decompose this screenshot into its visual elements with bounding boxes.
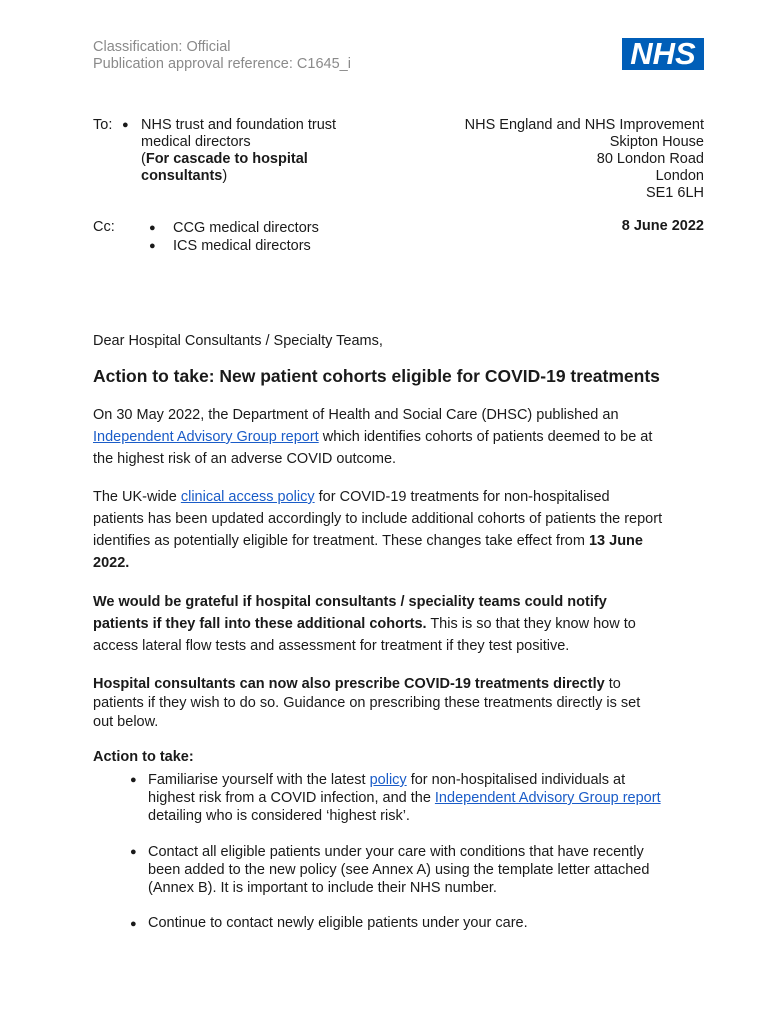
action-line: (Annex B). It is important to include their NHS number. bbox=[148, 880, 497, 896]
policy-link[interactable]: policy bbox=[369, 772, 407, 788]
paragraph-line bbox=[93, 426, 723, 448]
to-close-paren: ) bbox=[222, 168, 228, 184]
paragraph-line: 2022. bbox=[93, 555, 130, 571]
action-item-2 bbox=[148, 843, 728, 897]
paragraph-line bbox=[93, 613, 723, 635]
paragraph-line: patients if they wish to do so. Guidance on prescribing these treatments directly is set bbox=[93, 695, 641, 711]
paragraph-line bbox=[93, 530, 723, 552]
paragraph-line: On 30 May 2022, the Department of Health and Social Care (DHSC) published an bbox=[93, 407, 619, 423]
classification-label: Classification: Official bbox=[93, 39, 231, 55]
action-bullet: ● bbox=[130, 846, 137, 858]
address-line: SE1 6LH bbox=[645, 185, 704, 201]
to-line-2: medical directors bbox=[141, 134, 251, 150]
address-line: NHS England and NHS Improvement bbox=[464, 117, 704, 133]
paragraph-text: This is so that they know how to bbox=[426, 616, 636, 632]
paragraph-text: patients if they fall into these additional cohorts. bbox=[93, 616, 427, 632]
cc-item: CCG medical directors bbox=[173, 220, 319, 236]
cc-item: ICS medical directors bbox=[173, 238, 311, 254]
paragraph-line: the highest risk of an adverse COVID outcome. bbox=[93, 451, 397, 467]
to-recipients bbox=[141, 117, 401, 185]
paragraph-text: to bbox=[604, 676, 621, 692]
paragraph-text: which identifies cohorts of patients deemed to be at bbox=[318, 429, 653, 445]
publication-reference: Publication approval reference: C1645_i bbox=[93, 56, 351, 72]
iag-report-link[interactable]: Independent Advisory Group report bbox=[93, 429, 319, 445]
nhs-logo bbox=[622, 38, 704, 70]
iag-report-link-2[interactable]: Independent Advisory Group report bbox=[434, 790, 661, 806]
to-consultants: consultants bbox=[141, 168, 223, 184]
to-line-1: NHS trust and foundation trust bbox=[141, 117, 337, 133]
cc-label: Cc: bbox=[93, 219, 115, 235]
action-text: for non-hospitalised individuals at bbox=[406, 772, 626, 788]
action-item-1 bbox=[148, 771, 728, 825]
paragraph-4 bbox=[93, 675, 723, 732]
salutation: Dear Hospital Consultants / Specialty Teams, bbox=[93, 333, 383, 349]
address-line: Skipton House bbox=[609, 134, 704, 150]
action-bullet: ● bbox=[130, 774, 137, 786]
sender-address bbox=[465, 117, 704, 202]
paragraph-line bbox=[93, 675, 723, 694]
to-label: To: bbox=[93, 117, 113, 133]
letter-date: 8 June 2022 bbox=[621, 218, 704, 234]
paragraph-2 bbox=[93, 486, 723, 574]
paragraph-line: out below. bbox=[93, 714, 159, 730]
clinical-access-policy-link[interactable]: clinical access policy bbox=[180, 489, 315, 505]
paragraph-line: access lateral flow tests and assessment for treatment if they test positive. bbox=[93, 638, 570, 654]
address-line: 80 London Road bbox=[596, 151, 704, 167]
action-line bbox=[148, 789, 728, 807]
cc-bullet: ● bbox=[149, 222, 156, 234]
paragraph-line bbox=[93, 486, 723, 508]
action-line: Contact all eligible patients under your care with conditions that have recently bbox=[148, 844, 644, 860]
action-line bbox=[148, 771, 728, 789]
paragraph-text: identifies as potentially eligible for treatment. These changes take effect from bbox=[93, 533, 589, 549]
paragraph-line: We would be grateful if hospital consultants / speciality teams could notify bbox=[93, 594, 607, 610]
to-bullet: ● bbox=[122, 119, 129, 131]
page-title: Action to take: New patient cohorts eligible for COVID-19 treatments bbox=[93, 366, 660, 386]
action-line: detailing who is considered ‘highest risk’. bbox=[148, 808, 410, 824]
actions-heading: Action to take: bbox=[93, 749, 194, 765]
to-line-4 bbox=[141, 168, 401, 185]
nhs-logo-text: NHS bbox=[630, 36, 696, 71]
address-line: London bbox=[655, 168, 704, 184]
action-text: highest risk from a COVID infection, and the bbox=[148, 790, 435, 806]
paragraph-text: The UK-wide bbox=[93, 489, 181, 505]
action-bullet: ● bbox=[130, 918, 137, 930]
cc-bullet: ● bbox=[149, 240, 156, 252]
paragraph-line: patients has been updated accordingly to include additional cohorts of patients the report bbox=[93, 511, 663, 527]
action-line: Continue to contact newly eligible patients under your care. bbox=[148, 915, 528, 931]
to-open-paren: ( bbox=[141, 151, 146, 167]
action-text: Familiarise yourself with the latest bbox=[148, 772, 370, 788]
paragraph-3 bbox=[93, 591, 723, 657]
to-line-3 bbox=[141, 151, 401, 168]
paragraph-1 bbox=[93, 404, 723, 470]
action-item-3 bbox=[148, 915, 728, 932]
paragraph-text: for COVID-19 treatments for non-hospitalised bbox=[314, 489, 610, 505]
action-line: been added to the new policy (see Annex A) using the template letter attached bbox=[148, 862, 650, 878]
effective-date: 13 June bbox=[588, 533, 643, 549]
to-cascade-note: For cascade to hospital bbox=[145, 151, 308, 167]
paragraph-text: Hospital consultants can now also prescribe COVID-19 treatments directly bbox=[93, 676, 605, 692]
